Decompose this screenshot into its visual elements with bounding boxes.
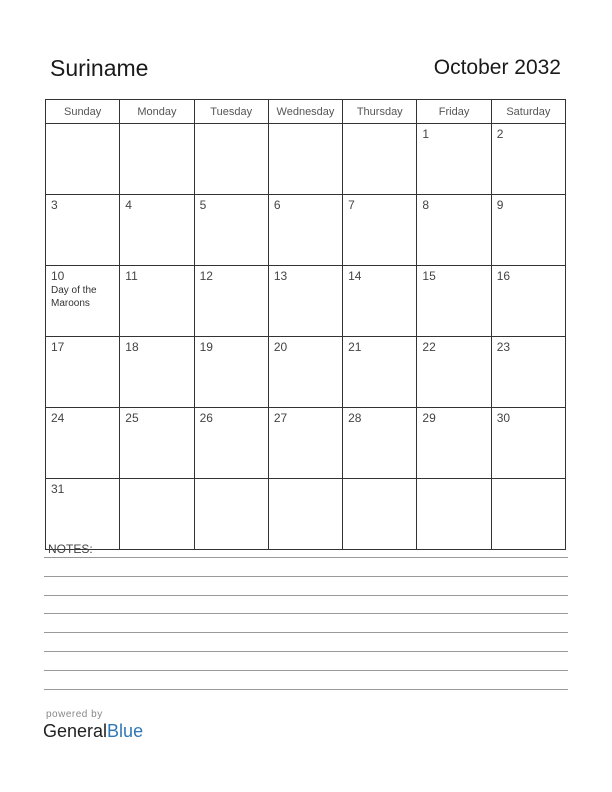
day-cell bbox=[417, 337, 491, 408]
day-cell bbox=[491, 124, 565, 195]
note-line bbox=[44, 651, 568, 652]
weekday-header-row bbox=[46, 100, 566, 124]
week-row bbox=[46, 266, 566, 337]
month-year-title: October 2032 bbox=[433, 56, 561, 79]
day-cell bbox=[268, 337, 342, 408]
brand-blue-text: Blue bbox=[107, 721, 144, 741]
weekday-header: Monday bbox=[120, 100, 194, 124]
note-line bbox=[44, 689, 568, 690]
day-cell bbox=[46, 124, 120, 195]
day-cell bbox=[46, 408, 120, 479]
day-cell bbox=[268, 266, 342, 337]
country-title: Suriname bbox=[50, 55, 149, 81]
day-cell bbox=[343, 195, 417, 266]
day-cell bbox=[343, 408, 417, 479]
day-cell bbox=[417, 408, 491, 479]
brand-general-text: General bbox=[43, 721, 108, 741]
day-number: 22 bbox=[422, 340, 436, 354]
day-cell bbox=[46, 266, 120, 337]
day-cell bbox=[120, 266, 194, 337]
day-cell bbox=[417, 124, 491, 195]
note-line bbox=[44, 613, 568, 614]
day-cell bbox=[417, 479, 491, 550]
day-number: 11 bbox=[125, 269, 138, 283]
day-cell bbox=[491, 337, 565, 408]
notes-label: NOTES: bbox=[48, 542, 93, 556]
day-number: 4 bbox=[125, 198, 132, 212]
day-number: 23 bbox=[496, 340, 511, 354]
day-cell bbox=[417, 195, 491, 266]
day-number: 16 bbox=[496, 269, 511, 283]
day-number: 13 bbox=[273, 269, 288, 283]
day-cell bbox=[194, 195, 268, 266]
day-number: 30 bbox=[496, 411, 511, 425]
note-line bbox=[44, 632, 568, 633]
day-number: 7 bbox=[348, 198, 355, 212]
weekday-header: Wednesday bbox=[268, 100, 342, 124]
holiday-label: Day of the Maroons bbox=[51, 285, 97, 309]
day-number: 26 bbox=[199, 411, 213, 425]
day-number: 9 bbox=[496, 198, 504, 212]
powered-by-text: powered by bbox=[46, 709, 103, 720]
day-number: 3 bbox=[51, 198, 58, 212]
day-number: 19 bbox=[199, 340, 213, 354]
day-number: 18 bbox=[125, 340, 139, 354]
week-row bbox=[46, 337, 566, 408]
day-number: 27 bbox=[273, 411, 288, 425]
week-row bbox=[46, 124, 566, 195]
weekday-header: Thursday bbox=[343, 100, 417, 124]
day-cell bbox=[194, 408, 268, 479]
brand-logo bbox=[43, 721, 143, 742]
week-row bbox=[46, 195, 566, 266]
note-line bbox=[44, 670, 568, 671]
day-number: 6 bbox=[273, 198, 281, 212]
day-cell bbox=[268, 479, 342, 550]
day-number: 24 bbox=[51, 411, 65, 425]
day-cell bbox=[194, 124, 268, 195]
day-cell bbox=[417, 266, 491, 337]
day-cell bbox=[120, 195, 194, 266]
day-number: 29 bbox=[422, 411, 436, 425]
day-cell bbox=[268, 408, 342, 479]
day-number: 17 bbox=[51, 340, 65, 354]
week-row bbox=[46, 479, 566, 550]
weekday-header: Friday bbox=[417, 100, 491, 124]
note-line bbox=[44, 576, 568, 577]
day-cell bbox=[268, 124, 342, 195]
day-cell bbox=[491, 479, 565, 550]
day-number: 2 bbox=[496, 127, 504, 141]
calendar-grid bbox=[45, 99, 566, 550]
day-number: 12 bbox=[199, 269, 213, 283]
day-cell bbox=[268, 195, 342, 266]
day-number: 15 bbox=[422, 269, 436, 283]
day-cell bbox=[343, 124, 417, 195]
day-number: 21 bbox=[348, 340, 362, 354]
day-cell bbox=[46, 337, 120, 408]
day-number: 25 bbox=[125, 411, 139, 425]
day-cell bbox=[120, 479, 194, 550]
day-cell bbox=[120, 337, 194, 408]
day-cell bbox=[491, 195, 565, 266]
day-number: 5 bbox=[199, 198, 207, 212]
day-number: 14 bbox=[348, 269, 362, 283]
day-cell bbox=[46, 479, 120, 550]
day-cell bbox=[491, 266, 565, 337]
week-row bbox=[46, 408, 566, 479]
day-cell bbox=[120, 124, 194, 195]
weekday-header: Tuesday bbox=[194, 100, 268, 124]
day-cell bbox=[194, 266, 268, 337]
day-number: 1 bbox=[422, 127, 430, 141]
day-cell bbox=[194, 479, 268, 550]
day-cell bbox=[120, 408, 194, 479]
day-number: 8 bbox=[422, 198, 430, 212]
day-number: 31 bbox=[51, 482, 65, 496]
day-cell bbox=[343, 266, 417, 337]
day-cell bbox=[194, 337, 268, 408]
day-number: 10 bbox=[51, 269, 65, 283]
day-number: 28 bbox=[348, 411, 362, 425]
weekday-header: Saturday bbox=[491, 100, 565, 124]
day-cell bbox=[491, 408, 565, 479]
day-cell bbox=[46, 195, 120, 266]
note-line bbox=[44, 595, 568, 596]
weekday-header: Sunday bbox=[46, 100, 120, 124]
day-cell bbox=[343, 479, 417, 550]
note-line bbox=[44, 557, 568, 558]
day-number: 20 bbox=[273, 340, 288, 354]
day-cell bbox=[343, 337, 417, 408]
